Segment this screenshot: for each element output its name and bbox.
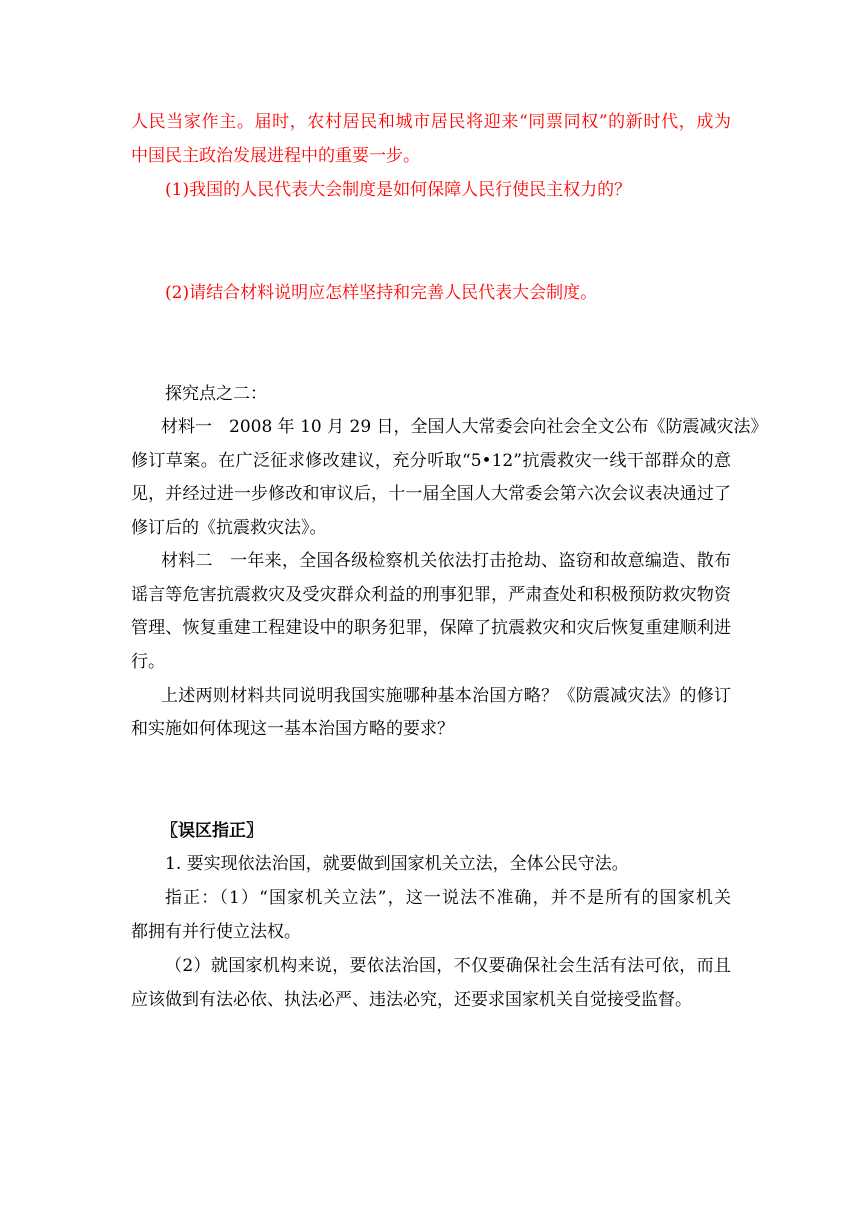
material-continuation-line-1: 人民当家作主。届时，农村居民和城市居民将迎来“同票同权”的新时代，成为 <box>131 112 731 132</box>
inquiry-heading: 探究点之二： <box>165 384 267 404</box>
material-continuation-line-2: 中国民主政治发展进程中的重要一步。 <box>131 146 420 166</box>
material-1-line-2: 修订草案。在广泛征求修改建议，充分听取“5•12”抗震救灾一线干部群众的意 <box>131 451 731 471</box>
material-2-line-1: 材料二 一年来，全国各级检察机关依法打击抢劫、盗窃和故意编造、散布 <box>161 551 731 571</box>
material-2-line-2: 谣言等危害抗震救灾及受灾群众利益的刑事犯罪，严肃查处和积极预防救灾物资 <box>131 585 731 605</box>
material-2-line-3: 管理、恢复重建工程建设中的职务犯罪，保障了抗震救灾和灾后恢复重建顺利进 <box>131 618 731 638</box>
inquiry-question-line-1: 上述两则材料共同说明我国实施哪种基本治国方略？《防震减灾法》的修订 <box>161 686 731 706</box>
misconception-item-1: 1. 要实现依法治国，就要做到国家机关立法，全体公民守法。 <box>165 854 629 874</box>
misconception-heading: 〖误区指正〗 <box>161 821 263 841</box>
correction-2-line-1: （2）就国家机构来说，要依法治国，不仅要确保社会生活有法可依，而且 <box>165 956 731 976</box>
material-1-line-1: 材料一 2008 年 10 月 29 日，全国人大常委会向社会全文公布《防震减灾法》 <box>161 417 768 437</box>
correction-1-line-2: 都拥有并行使立法权。 <box>131 922 301 942</box>
correction-2-line-2: 应该做到有法必依、执法必严、违法必究，还要求国家机关自觉接受监督。 <box>131 990 692 1010</box>
correction-1-line-1: 指正：（1）“国家机关立法”，这一说法不准确，并不是所有的国家机关 <box>165 888 731 908</box>
material-1-line-4: 修订后的《抗震救灾法》。 <box>131 518 327 538</box>
inquiry-question-line-2: 和实施如何体现这一基本治国方略的要求？ <box>131 719 454 739</box>
question-2: (2)请结合材料说明应怎样坚持和完善人民代表大会制度。 <box>165 283 598 303</box>
material-2-line-4: 行。 <box>131 652 165 672</box>
question-1: (1)我国的人民代表大会制度是如何保障人民行使民主权力的？ <box>165 180 632 200</box>
material-1-line-3: 见，并经过进一步修改和审议后，十一届全国人大常委会第六次会议表决通过了 <box>131 484 731 504</box>
